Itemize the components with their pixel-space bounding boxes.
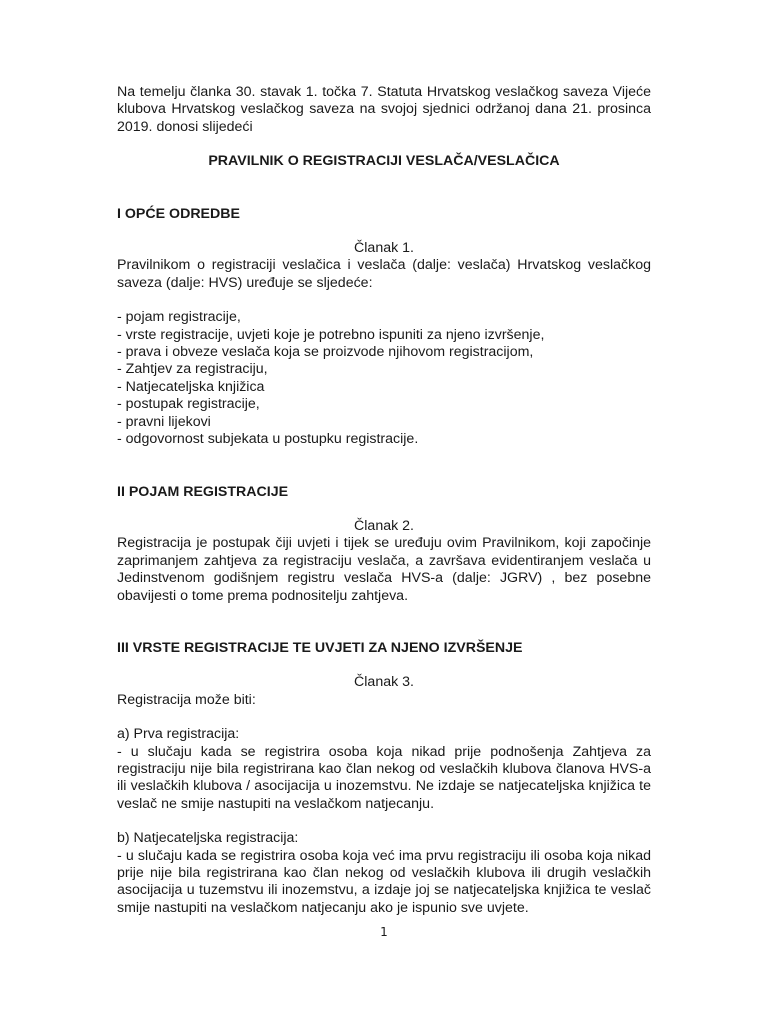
document-title: PRAVILNIK O REGISTRACIJI VESLAČA/VESLAČICA xyxy=(208,153,560,170)
list-item: - vrste registracije, uvjeti koje je potrebno ispuniti za njeno izvršenje, xyxy=(117,326,545,343)
document-page xyxy=(117,84,651,917)
section-3-heading: III VRSTE REGISTRACIJE TE UVJETI ZA NJENO IZVRŠENJE xyxy=(117,639,523,656)
registration-topics-list xyxy=(117,309,651,448)
first-registration-label: a) Prva registracija: xyxy=(117,726,240,743)
clanak-3-label: Članak 3. xyxy=(354,674,414,691)
competitive-registration-label: b) Natjecateljska registracija: xyxy=(117,830,299,847)
clanak-3-lead: Registracija može biti: xyxy=(117,691,256,708)
clanak-2-paragraph: Registracija je postupak čiji uvjeti i tijek se uređuju ovim Pravilnikom, koji započinje zaprimanjem zahtjeva za registraciju veslača, a završava evidentiranjem veslača u Jedinstvenom godišnjem registru veslača HVS-a (dalje: JGRV) , bez posebne obavijesti o tome prema podnositelju zahtjeva. xyxy=(117,535,651,604)
clanak-1-paragraph: Pravilnikom o registraciji veslačica i veslača (dalje: veslača) Hrvatskog veslačkog saveza (dalje: HVS) uređuje se sljedeće: xyxy=(117,257,651,291)
list-item: - Zahtjev za registraciju, xyxy=(117,361,268,378)
page-number: 1 xyxy=(380,925,388,939)
clanak-1-label: Članak 1. xyxy=(354,240,414,257)
list-item: - pojam registracije, xyxy=(117,309,241,326)
section-1-heading: I OPĆE ODREDBE xyxy=(117,205,240,222)
first-registration-text: - u slučaju kada se registrira osoba koja nikad prije podnošenja Zahtjeva za registraciju nije bila registrirana kao član nekog od veslačkih klubova članova HVS-a ili veslačkih klubova / asocijacija u inozemstvu. Ne izdaje se natjecateljska knjižica te veslač ne smije nastupiti na veslačkom natjecanju. xyxy=(117,743,651,812)
section-2-heading: II POJAM REGISTRACIJE xyxy=(117,483,289,500)
list-item: - Natjecateljska knjižica xyxy=(117,378,265,395)
clanak-2-label: Članak 2. xyxy=(354,517,414,534)
list-item: - prava i obveze veslača koja se proizvode njihovom registracijom, xyxy=(117,344,534,361)
competitive-registration-text: - u slučaju kada se registrira osoba koja već ima prvu registraciju ili osoba koja nikad prije nije bila registrirana kao član nekog od veslačkih klubova ili drugih veslačkih asocijacija u tuzemstvu ili inozemstvu, a izdaje joj se natjecateljska knjižica te veslač smije nastupiti na veslačkom natjecanju ako je ispunio sve uvjete. xyxy=(117,847,651,916)
list-item: - pravni lijekovi xyxy=(117,413,211,430)
list-item: - postupak registracije, xyxy=(117,396,260,413)
intro-paragraph: Na temelju članka 30. stavak 1. točka 7. Statuta Hrvatskog veslačkog saveza Vijeće klubova Hrvatskog veslačkog saveza na svojoj sjednici održanoj dana 21. prosinca 2019. donosi slijedeći xyxy=(117,84,651,135)
list-item: - odgovornost subjekata u postupku registracije. xyxy=(117,431,419,448)
